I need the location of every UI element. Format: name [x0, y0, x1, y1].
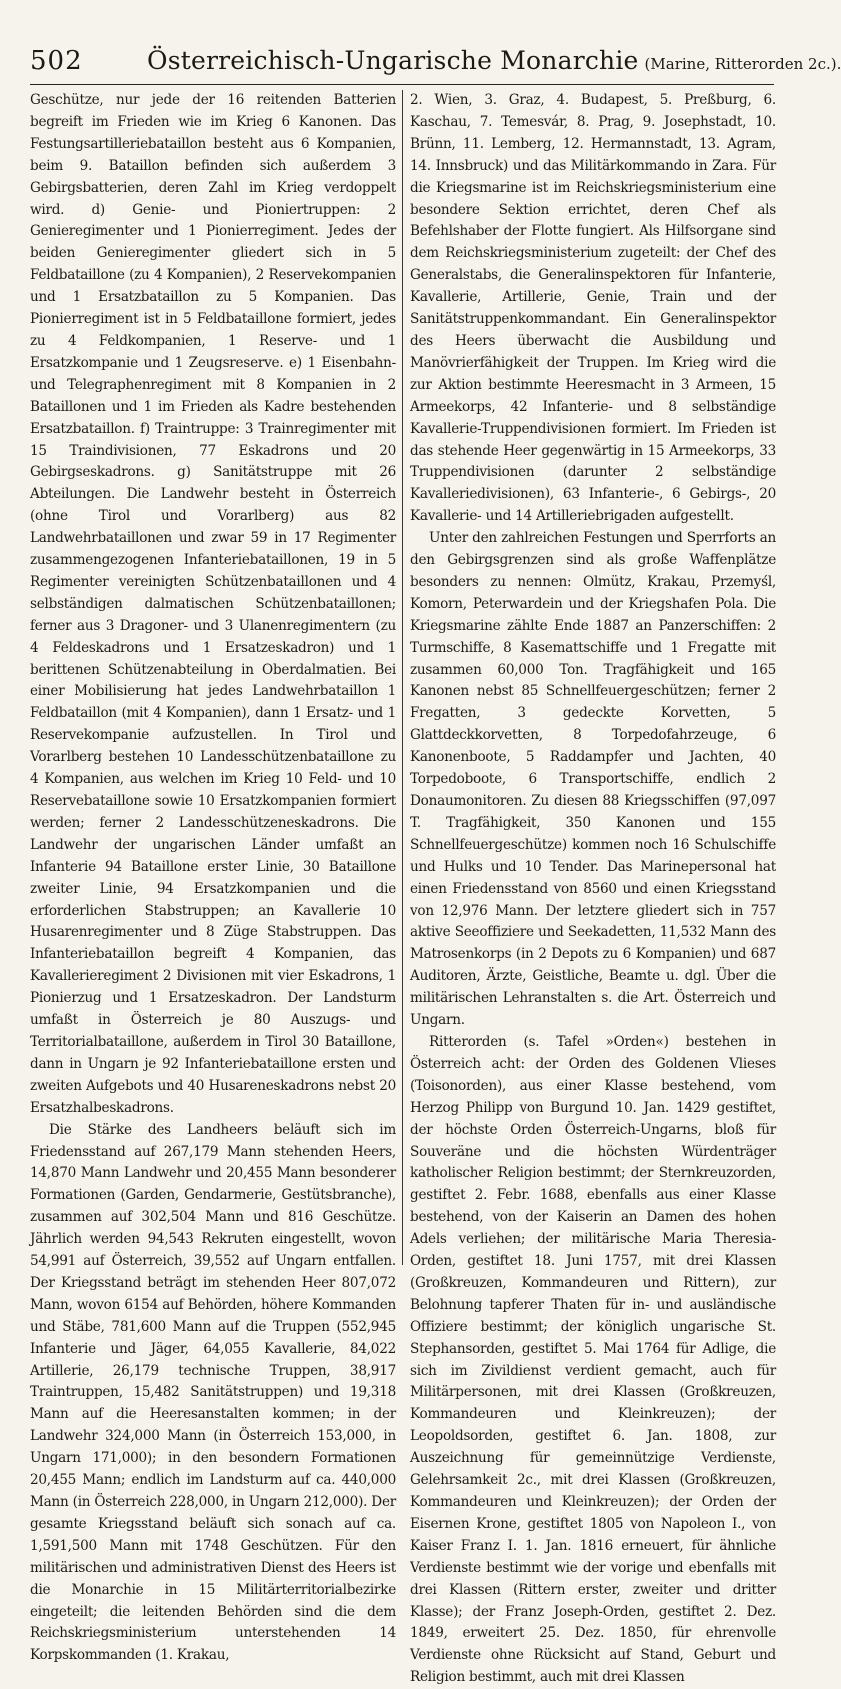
paragraph: 2. Wien, 3. Graz, 4. Budapest, 5. Preßburg, 6. Kaschau, 7. Temesvár, 8. Prag, 9. Josephstadt, 10. Brünn, 11. Lemberg, 12. Hermannstadt, 13. Agram, 14. Innsbruck) und das Militärkommando in Zara. Für die Kriegsmarine ist im Reichskriegsministerium eine besondere Sektion errichtet, deren Chef als Befehlshaber der Flotte fungiert. Als Hilfsorgane sind dem Reichskriegsministerium zugeteilt: der Chef des Generalstabs, die Generalinspektoren für Infanterie, Kavallerie, Artillerie, Genie, Train und der Sanitätstruppenkommandant. Ein Generalinspektor des Heers überwacht die Ausbildung und Manövrierfähigkeit der Truppen. Im Krieg wird die zur Aktion bestimmte Heeresmacht in 3 Armeen, 15 Armeekorps, 42 Infanterie- und 8 selbständige Kavallerie-Truppendivisionen formiert. Im Frieden ist das stehende Heer gegenwärtig in 15 Armeekorps, 33 Truppendivisionen (darunter 2 selbständige Kavalleriedivisionen), 63 Infanterie-, 6 Gebirgs-, 20 Kavallerie- und 14 Artilleriebrigaden aufgestellt.: [410, 92, 776, 525]
running-title: [147, 46, 841, 75]
page-number: 502: [30, 46, 83, 76]
left-column: [30, 90, 396, 1664]
paragraph: Unter den zahlreichen Festungen und Sperrforts an den Gebirgsgrenzen sind als große Waffenplätze besonders zu nennen: Olmütz, Krakau, Przemyśl, Komorn, Peterwardein und der Kriegshafen Pola. Die Kriegsmarine zählte Ende 1887 an Panzerschiffen: 2 Turmschiffe, 8 Kasemattschiffe und 1 Fregatte mit zusammen 60,000 Ton. Tragfähigkeit und 165 Kanonen nebst 85 Schnellfeuergeschützen; ferner 2 Fregatten, 3 gedeckte Korvetten, 5 Glattdeckkorvetten, 8 Torpedofahrzeuge, 6 Kanonenboote, 5 Raddampfer und Jachten, 40 Torpedoboote, 6 Transportschiffe, endlich 2 Donaumonitoren. Zu diesen 88 Kriegsschiffen (97,097 T. Tragfähigkeit, 350 Kanonen und 155 Schnellfeuergeschütze) kommen noch 16 Schulschiffe und Hulks und 10 Tender. Das Marinepersonal hat einen Friedensstand von 8560 und einen Kriegsstand von 12,976 Mann. Der letztere gliedert sich in 757 aktive Seeoffiziere und Seekadetten, 11,532 Mann des Matrosenkorps (in 2 Depots zu 6 Kompanien) und 687 Auditoren, Ärzte, Geistliche, Beamte u. dgl. Über die militärischen Lehranstalten s. die Art. Österreich und Ungarn.: [410, 530, 776, 1029]
running-title-main: Österreichisch-Ungarische Monarchie: [147, 46, 639, 75]
paragraph: Die Stärke des Landheers beläuft sich im Friedensstand auf 267,179 Mann stehenden Heers, 14,870 Mann Landwehr und 20,455 Mann besonderer Formationen (Garden, Gendarmerie, Gestütsbranche), zusammen auf 302,504 Mann und 816 Geschütze. Jährlich werden 94,543 Rekruten eingestellt, wovon 54,991 auf Österreich, 39,552 auf Ungarn entfallen. Der Kriegsstand beträgt im stehenden Heer 807,072 Mann, wovon 6154 auf Behörden, höhere Kommanden und Stäbe, 781,600 Mann auf die Truppen (552,945 Infanterie und Jäger, 64,055 Kavallerie, 84,022 Artillerie, 26,179 technische Truppen, 38,917 Traintruppen, 15,482 Sanitätstruppen) und 19,318 Mann auf die Heeresanstalten kommen; in der Landwehr 324,000 Mann (in Österreich 153,000, in Ungarn 171,000); in den besondern Formationen 20,455 Mann; endlich im Landsturm auf ca. 440,000 Mann (in Österreich 228,000, in Ungarn 212,000). Der gesamte Kriegsstand beläuft sich sonach auf ca. 1,591,500 Mann mit 1748 Geschützen. Für den militärischen und administrativen Dienst des Heers ist die Monarchie in 15 Militärterritorialbezirke eingeteilt; die leitenden Behörden sind die dem Reichskriegsministerium unterstehenden 14 Korpskommanden (1. Krakau,: [30, 1121, 396, 1664]
running-title-subtitle: (Marine, Ritterorden 2c.).: [644, 55, 841, 73]
paragraph: Geschütze, nur jede der 16 reitenden Batterien begreift im Frieden wie im Krieg 6 Kanonen. Das Festungsartilleriebataillon besteht aus 6 Kompanien, beim 9. Bataillon befinden sich außerdem 3 Gebirgsbatterien, deren Zahl im Krieg verdoppelt wird. d) Genie- und Pioniertruppen: 2 Genieregimenter und 1 Pionierregiment. Jedes der beiden Genieregimenter gliedert sich in 5 Feldbataillone (zu 4 Kompanien), 2 Reservekompanien und 1 Ersatzbataillon zu 5 Kompanien. Das Pionierregiment ist in 5 Feldbataillone formiert, jedes zu 4 Feldkompanien, 1 Reserve- und 1 Ersatzkompanie und 1 Zeugsreserve. e) 1 Eisenbahn- und Telegraphenregiment mit 8 Kompanien in 2 Bataillonen und 1 im Frieden als Kadre bestehenden Ersatzbataillon. f) Traintruppe: 3 Trainregimenter mit 15 Traindivisionen, 77 Eskadrons und 20 Gebirgseskadrons. g) Sanitätstruppe mit 26 Abteilungen. Die Landwehr besteht in Österreich (ohne Tirol und Vorarlberg) aus 82 Landwehrbataillonen und zwar 59 in 17 Regimenter zusammengezogenen Infanteriebataillonen, 19 in 5 Regimenter vereinigten Schützenbataillonen und 4 selbständigen dalmatischen Schützenbataillonen; ferner aus 3 Dragoner- und 3 Ulanenregimentern (zu 4 Feldeskadrons und 1 Ersatzeskadron) und 1 berittenen Schützenabteilung in Oberdalmatien. Bei einer Mobilisierung hat jedes Landwehrbataillon 1 Feldbataillon (mit 4 Kompanien), dann 1 Ersatz- und 1 Reservekompanie aufzustellen. In Tirol und Vorarlberg bestehen 10 Landesschützenbataillone zu 4 Kompanien, aus welchen im Krieg 10 Feld- und 10 Reservebataillone sowie 10 Ersatzkompanien formiert werden; ferner 2 Landesschützeneskadrons. Die Landwehr der ungarischen Länder umfaßt an Infanterie 94 Bataillone erster Linie, 30 Bataillone zweiter Linie, 94 Ersatzkompanien und die erforderlichen Stabstruppen; an Kavallerie 10 Husarenregimenter und 8 Züge Stabstruppen. Das Infanteriebataillon begreift 4 Kompanien, das Kavallerieregiment 2 Divisionen mit vier Eskadrons, 1 Pionierzug und 1 Ersatzeskadron. Der Landsturm umfaßt in Österreich je 80 Auszugs- und Territorialbataillone, außerdem in Tirol 30 Bataillone, dann in Ungarn je 92 Infanteriebataillone ersten und zweiten Aufgebots und 40 Husareneskadrons nebst 20 Ersatzhalbeskadrons.: [30, 92, 396, 1116]
header-rule: [30, 84, 774, 85]
page-header: [0, 40, 841, 80]
text-columns: [30, 90, 776, 1686]
paragraph: Ritterorden (s. Tafel »Orden«) bestehen in Österreich acht: der Orden des Goldenen Vlieses (Toisonorden), aus einer Klasse bestehend, vom Herzog Philipp von Burgund 10. Jan. 1429 gestiftet, der höchste Orden Österreich-Ungarns, bloß für Souveräne und die höchsten Würdenträger katholischer Religion bestimmt; der Sternkreuzorden, gestiftet 2. Febr. 1688, ebenfalls aus einer Klasse bestehend, von der Kaiserin an Damen des hohen Adels verliehen; der militärische Maria Theresia-Orden, gestiftet 18. Juni 1757, mit drei Klassen (Großkreuzen, Kommandeuren und Rittern), zur Belohnung tapferer Thaten für in- und ausländische Offiziere bestimmt; der königlich ungarische St. Stephansorden, gestiftet 5. Mai 1764 für Adlige, die sich im Zivildienst verdient gemacht, auch für Militärpersonen, mit drei Klassen (Großkreuzen, Kommandeuren und Kleinkreuzen); der Leopoldsorden, gestiftet 6. Jan. 1808, zur Auszeichnung für gemeinnützige Verdienste, Gelehrsamkeit 2c., mit drei Klassen (Großkreuzen, Kommandeuren und Kleinkreuzen); der Orden der Eisernen Krone, gestiftet 1805 von Napoleon I., von Kaiser Franz I. 1. Jan. 1816 erneuert, für ähnliche Verdienste bestimmt wie der vorige und ebenfalls mit drei Klassen (Rittern erster, zweiter und dritter Klasse); der Franz Joseph-Orden, gestiftet 2. Dez. 1849, erweitert 25. Dez. 1850, für ehrenvolle Verdienste ohne Rücksicht auf Stand, Geburt und Religion bestimmt, auch mit drei Klassen: [410, 1033, 776, 1686]
right-column: [410, 90, 776, 1686]
column-divider: [402, 90, 403, 1265]
